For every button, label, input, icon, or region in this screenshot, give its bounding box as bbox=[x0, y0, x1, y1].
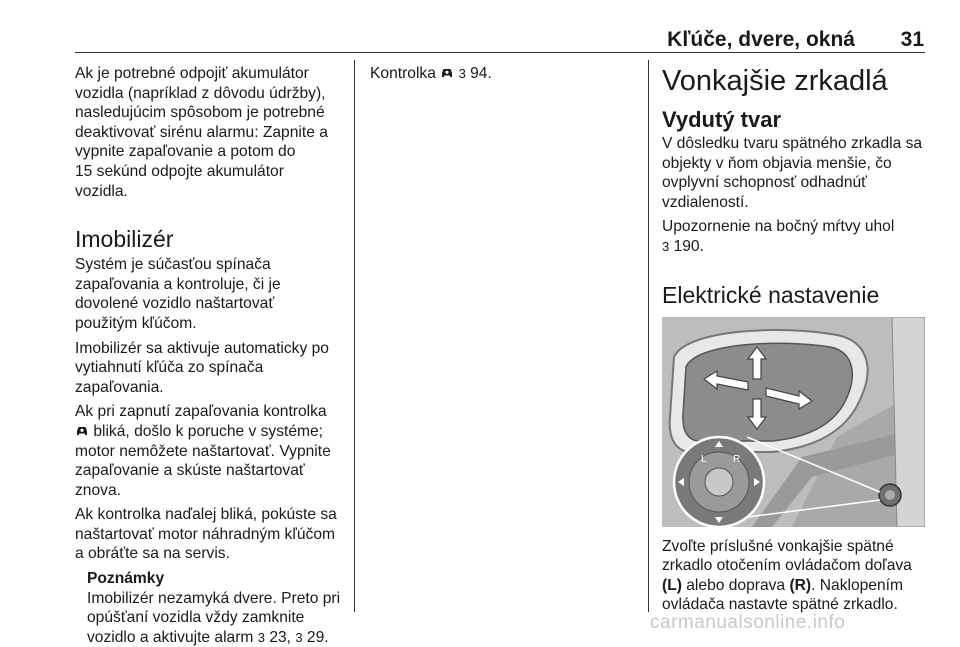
car-key-icon bbox=[75, 425, 89, 437]
section-heading-mirrors: Vonkajšie zrkadlá bbox=[662, 65, 888, 97]
mirror-adjustment-illustration bbox=[662, 317, 925, 527]
column-middle bbox=[370, 64, 638, 89]
knob-label-left: L bbox=[701, 453, 707, 465]
reference-arrow-icon: 3 bbox=[295, 629, 303, 645]
label-right: (R) bbox=[789, 576, 812, 594]
kontrolka-reference: Kontrolka 3 94. bbox=[370, 65, 492, 82]
column-right bbox=[662, 64, 930, 620]
page-number: 31 bbox=[900, 28, 924, 51]
header-title: Kľúče, dvere, okná bbox=[667, 28, 855, 51]
note-text: Imobilizér nezamyká dvere. Preto pri opúšťaní vozidla vždy zamknite vozidlo a aktivujte alarm 3 23, 3 29. bbox=[87, 589, 341, 646]
note-title: Poznámky bbox=[87, 570, 165, 588]
intro-paragraph: Ak je potrebné odpojiť akumulátor vozidla (napríklad z dôvodu údržby), nasledujúcim spôsobom je potrebné deaktivovať sirénu alarmu: Zapnite a vypnite zapaľovanie a potom do 15 sekúnd odpojte akumulátor vozidla. bbox=[75, 65, 328, 200]
knob-label-right: R bbox=[733, 453, 741, 465]
section-heading-imobilizer: Imobilizér bbox=[75, 226, 174, 253]
imobilizer-paragraph-2: Imobilizér sa aktivuje automaticky po vytiahnutí kľúča zo spínača zapaľovania. bbox=[75, 339, 329, 396]
convex-paragraph: V dôsledku tvaru spätného zrkadla sa objekty v ňom objavia menšie, čo ovplyvní schopnosť odhadnúť vzdialeností. bbox=[662, 135, 923, 211]
imobilizer-paragraph-1: Systém je súčasťou spínača zapaľovania a kontroluje, či je dovolené vozidlo naštartovať použitým kľúčom. bbox=[75, 256, 281, 332]
header-divider bbox=[75, 52, 925, 53]
column-divider-1 bbox=[354, 60, 355, 612]
electric-adjust-paragraph: Zvoľte príslušné vonkajšie spätné zrkadlo otočením ovládačom doľava (L) alebo doprava (R). Naklopením ovládača nastavte spätné zrkadlo. bbox=[662, 537, 912, 614]
reference-arrow-icon: 3 bbox=[662, 238, 670, 254]
section-heading-electric: Elektrické nastavenie bbox=[662, 281, 880, 308]
imobilizer-paragraph-4: Ak kontrolka naďalej bliká, pokúste sa naštartovať motor náhradným kľúčom a obráťte sa na servis. bbox=[75, 506, 337, 563]
column-left bbox=[75, 64, 343, 647]
note-box bbox=[87, 569, 343, 647]
reference-arrow-icon: 3 bbox=[257, 629, 265, 645]
subheading-convex: Vydutý tvar bbox=[662, 107, 782, 132]
label-left: (L) bbox=[662, 576, 682, 594]
imobilizer-paragraph-3: Ak pri zapnutí zapaľovania kontrolka bliká, došlo k poruche v systéme; motor nemôžete naštartovať. Vypnite zapaľovanie a skúste naštartovať znova. bbox=[75, 403, 331, 499]
reference-arrow-icon: 3 bbox=[458, 66, 466, 81]
watermark: carmanualsonline.info bbox=[650, 612, 846, 633]
car-key-icon bbox=[440, 67, 454, 79]
blind-spot-reference: Upozornenie na bočný mŕtvy uhol 3 190. bbox=[662, 218, 895, 255]
column-divider-2 bbox=[648, 60, 649, 612]
